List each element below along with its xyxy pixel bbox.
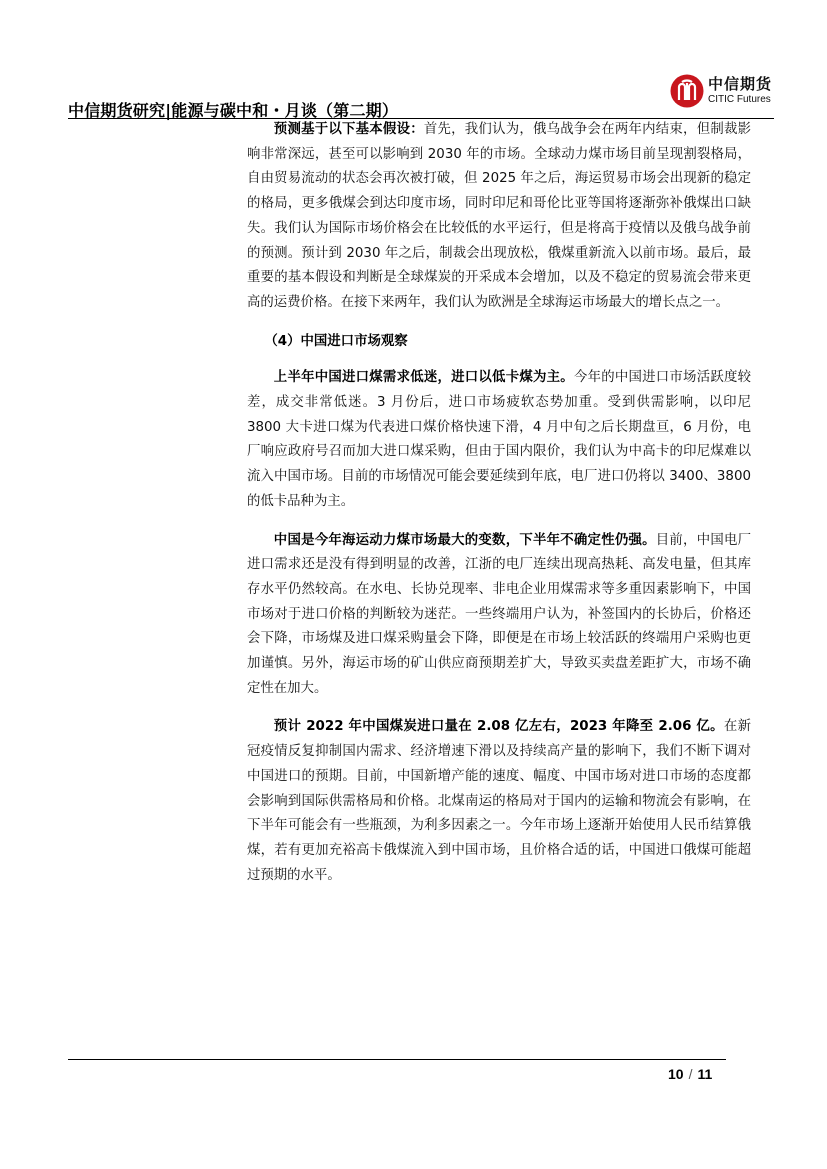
page-current: 10 [668,1066,684,1082]
logo-name-cn: 中信期货 [707,75,772,93]
footer-divider [68,1059,726,1060]
page-number [668,1066,712,1082]
forecast-paragraph [247,715,751,888]
paragraph-lead: 预计 2022 年中国煤炭进口量在 2.08 亿左右，2023 年降至 2.06 亿。 [273,719,724,735]
paragraph-text: 今年的中国进口市场活跃度较差，成交非常低迷。3 月份后，进口市场疲软态势加重。受到供需影响，以印尼 3800 大卡进口煤为代表进口煤价格快速下滑，4 月中旬之后长期盘亘，6 月份，电厂响应政府号召而加大进口煤采购，但由于国内限价，我们认为中高卡的印尼煤难以流入中国市场。目前的市场情况可能会要延续到年底，电厂进口仍将以 3400、3800 的低卡品种为主。 [247,370,752,509]
uncertainty-paragraph [247,529,751,702]
paragraph-lead: 预测基于以下基本假设： [273,122,424,137]
report-title: 中信期货研究|能源与碳中和・月谈（第二期） [68,101,399,120]
page-header [68,70,774,120]
paragraph-text: 在新冠疫情反复抑制国内需求、经济增速下滑以及持续高产量的影响下，我们不断下调对中国进口的预期。目前，中国新增产能的速度、幅度、中国市场对进口市场的态度都会影响到国际供需格局和价格。北煤南运的格局对于国内的运输和物流会有影响，在下半年可能会有一些瓶颈，为利多因素之一。今年市场上逐渐开始使用人民币结算俄煤，若有更加充裕高卡俄煤流入到中国市场，且价格合适的话，中国进口俄煤可能超过预期的水平。 [247,719,752,883]
page-total: 11 [697,1066,713,1082]
assumptions-paragraph [247,118,751,316]
page-separator: / [688,1066,693,1082]
paragraph-lead: 上半年中国进口煤需求低迷，进口以低卡煤为主。 [273,370,574,386]
logo-name-en: CITIC Futures [707,94,771,105]
citic-futures-logo [670,74,772,108]
paragraph-lead: 中国是今年海运动力煤市场最大的变数，下半年不确定性仍强。 [273,532,656,548]
document-body [247,118,751,902]
import-demand-paragraph [247,366,751,514]
section-heading: （4）中国进口市场观察 [264,333,408,349]
paragraph-text: 首先，我们认为，俄乌战争会在两年内结束，但制裁影响非常深远，甚至可以影响到 2030 年的市场。全球动力煤市场目前呈现割裂格局，自由贸易流动的状态会再次被打破，但 2025 年之后，海运贸易市场会出现新的稳定的格局，更多俄煤会到达印度市场，同时印尼和哥伦比亚等国将逐渐弥补俄煤出口缺失。我们认为国际市场价格会在比较低的水平运行，但是将高于疫情以及俄乌战争前的预测。预计到 2030 年之后，制裁会出现放松，俄煤重新流入以前市场。最后，最重要的基本假设和判断是全球煤炭的开采成本会增加，以及不稳定的贸易流会带来更高的运费价格。在接下来两年，我们认为欧洲是全球海运市场最大的增长点之一。 [247,122,752,310]
paragraph-text: 目前，中国电厂进口需求还是没有得到明显的改善，江浙的电厂连续出现高热耗、高发电量，但其库存水平仍然较高。在水电、长协兑现率、非电企业用煤需求等多重因素影响下，中国市场对于进口价格的判断较为迷茫。一些终端用户认为，补签国内的长协后，价格还会下降，市场煤及进口煤采购量会下降，即便是在市场上较活跃的终端用户采购也更加谨慎。另外，海运市场的矿山供应商预期差扩大，导致买卖盘差距扩大，市场不确定性在加大。 [247,532,752,696]
citic-logo-icon [670,74,704,108]
